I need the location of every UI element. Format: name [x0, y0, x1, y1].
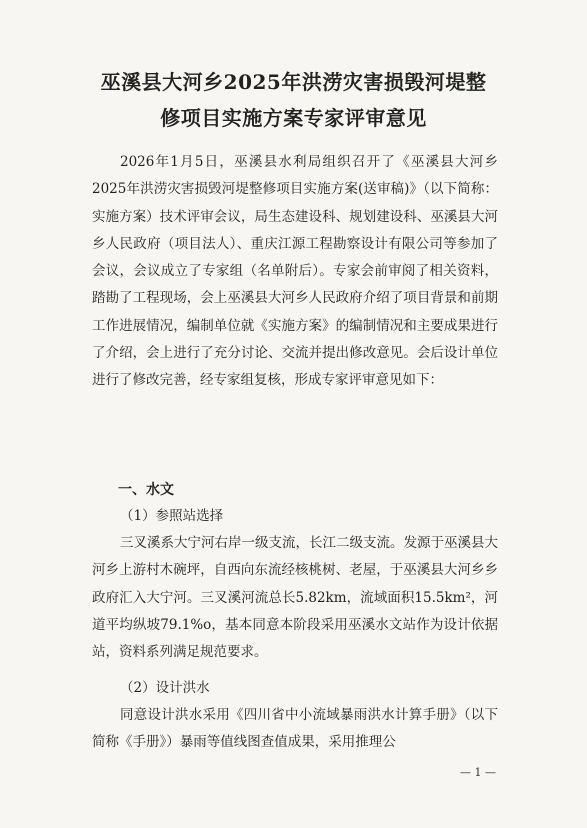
subsection-heading-reference-station: （1）参照站选择 — [120, 508, 224, 524]
subsection-heading-design-flood: （2）设计洪水 — [120, 680, 210, 696]
section-heading-hydrology: 一、水文 — [118, 482, 174, 498]
design-flood-paragraph: 同意设计洪水采用《四川省中小流域暴雨洪水计算手册》（以下简称《手册》）暴雨等值线图查值成果，采用推理公 — [92, 707, 498, 751]
document-title — [70, 64, 517, 136]
intro-paragraph: 2026年1月5日，巫溪县水利局组织召开了《巫溪县大河乡2025年洪涝灾害损毁河堤整修项目实施方案(送审稿)》（以下简称：实施方案）技术评审会议，局生态建设科、规划建设科、巫溪县大河乡人民政府（项目法人）、重庆江源工程勘察设计有限公司等参加了会议，会议成立了专家组（名单附后）。专家会前审阅了相关资料，踏勘了工程现场，会上巫溪县大河乡人民政府介绍了项目背景和前期工作进展情况，编制单位就《实施方案》的编制情况和主要成果进行了介绍，会上进行了充分讨论、交流并提出修改意见。会后设计单位进行了修改完善，经专家组复核，形成专家评审意见如下： — [92, 154, 498, 389]
title-line-2: 修项目实施方案专家评审意见 — [160, 106, 427, 130]
reference-station-paragraph: 三叉溪系大宁河右岸一级支流，长江二级支流。发源于巫溪县大河乡上游村木碗坪，自西向东流经核桃树、老屋，于巫溪县大河乡乡政府汇入大宁河。三叉溪河流总长5.82km，流域面积15.5km²，河道平均纵坡79.1%o，基本同意本阶段采用巫溪水文站作为设计依据站，资料系列满足规范要求。 — [92, 535, 498, 661]
title-line-1: 巫溪县大河乡2025年洪涝灾害损毁河堤整 — [100, 70, 487, 94]
page-number: — 1 — — [460, 766, 496, 779]
